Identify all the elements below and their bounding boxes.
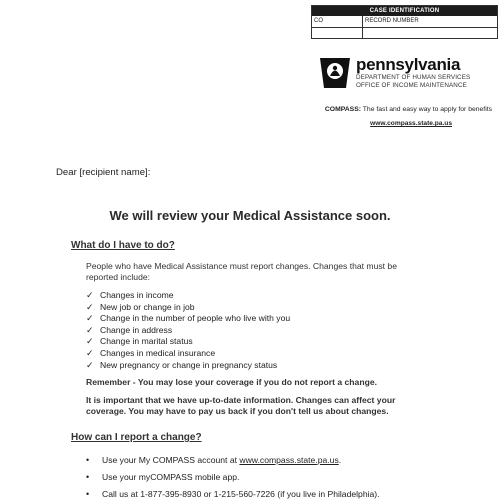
department-name: DEPARTMENT OF HUMAN SERVICES xyxy=(356,74,471,81)
list-item xyxy=(86,302,290,314)
office-name: OFFICE OF INCOME MAINTENANCE xyxy=(356,82,467,90)
list-item-text xyxy=(102,452,341,469)
remember-notice: Remember - You may lose your coverage if you do not report a change. xyxy=(86,377,377,387)
compass-lead: COMPASS: xyxy=(324,106,362,113)
compass-account-link[interactable]: www.compass.state.pa.us xyxy=(239,455,339,465)
checkmark-icon: ✓ xyxy=(86,290,94,300)
list-item xyxy=(86,469,380,486)
b1-end: . xyxy=(338,455,342,465)
list-item xyxy=(86,348,290,360)
pennsylvania-logo xyxy=(318,56,470,90)
bullet-icon: • xyxy=(86,472,90,482)
case-co-label: CO xyxy=(312,16,363,27)
list-item-text: Use your myCOMPASS mobile app. xyxy=(102,472,240,482)
list-item-text: Change in the number of people who live with you xyxy=(100,313,291,324)
list-item xyxy=(86,325,290,337)
case-identification-box xyxy=(311,5,498,39)
list-item-text: Change in address xyxy=(100,324,173,335)
case-identification-header: CASE IDENTIFICATION xyxy=(312,6,497,16)
list-item xyxy=(86,290,290,302)
report-methods-list xyxy=(86,452,380,503)
keystone-icon xyxy=(318,56,352,90)
list-item-text: New pregnancy or change in pregnancy status xyxy=(100,359,278,370)
bullet-icon: • xyxy=(86,489,90,499)
checkmark-icon: ✓ xyxy=(86,347,94,358)
list-item-text: Changes in medical insurance xyxy=(100,347,216,358)
list-item xyxy=(86,360,290,372)
record-number-label: RECORD NUMBER xyxy=(365,18,419,24)
checkmark-icon: ✓ xyxy=(86,301,94,312)
checkmark-icon: ✓ xyxy=(86,359,94,370)
important-line-1: It is important that we have up-to-date information. Changes can affect your xyxy=(86,395,396,405)
list-item xyxy=(86,452,380,469)
compass-tagline xyxy=(325,106,492,113)
list-item xyxy=(86,336,290,348)
compass-text: The fast and easy way to apply for benefits xyxy=(362,106,492,113)
list-item xyxy=(86,313,290,325)
greeting: Dear [recipient name]: xyxy=(56,167,151,178)
section-heading-report-change: How can I report a change? xyxy=(71,432,202,443)
list-item-text: New job or change in job xyxy=(100,301,195,312)
section-heading-what-to-do: What do I have to do? xyxy=(71,240,175,251)
changes-checklist xyxy=(86,290,290,371)
record-number-value xyxy=(363,28,497,38)
intro-line-1: People who have Medical Assistance must report changes. Changes that must be xyxy=(86,261,397,271)
list-item-text: Change in marital status xyxy=(100,336,193,347)
important-line-2: coverage. You may have to pay us back if you don't tell us about changes. xyxy=(86,406,389,416)
b1-text: Use your My COMPASS account at xyxy=(102,455,240,465)
bullet-icon: • xyxy=(86,455,90,465)
list-item-text: Changes in income xyxy=(100,290,174,300)
checkmark-icon: ✓ xyxy=(86,336,94,347)
pennsylvania-wordmark: pennsylvania xyxy=(356,55,461,74)
list-item-text: Call us at 1-877-395-8930 or 1-215-560-7226 (if you live in Philadelphia). xyxy=(102,489,380,499)
letter-title: We will review your Medical Assistance soon. xyxy=(109,208,391,223)
checkmark-icon: ✓ xyxy=(86,324,94,335)
compass-url-link[interactable]: www.compass.state.pa.us xyxy=(370,120,452,127)
checkmark-icon: ✓ xyxy=(86,313,94,324)
intro-line-2: reported include: xyxy=(86,272,151,282)
case-co-value xyxy=(312,28,363,38)
list-item xyxy=(86,486,380,503)
